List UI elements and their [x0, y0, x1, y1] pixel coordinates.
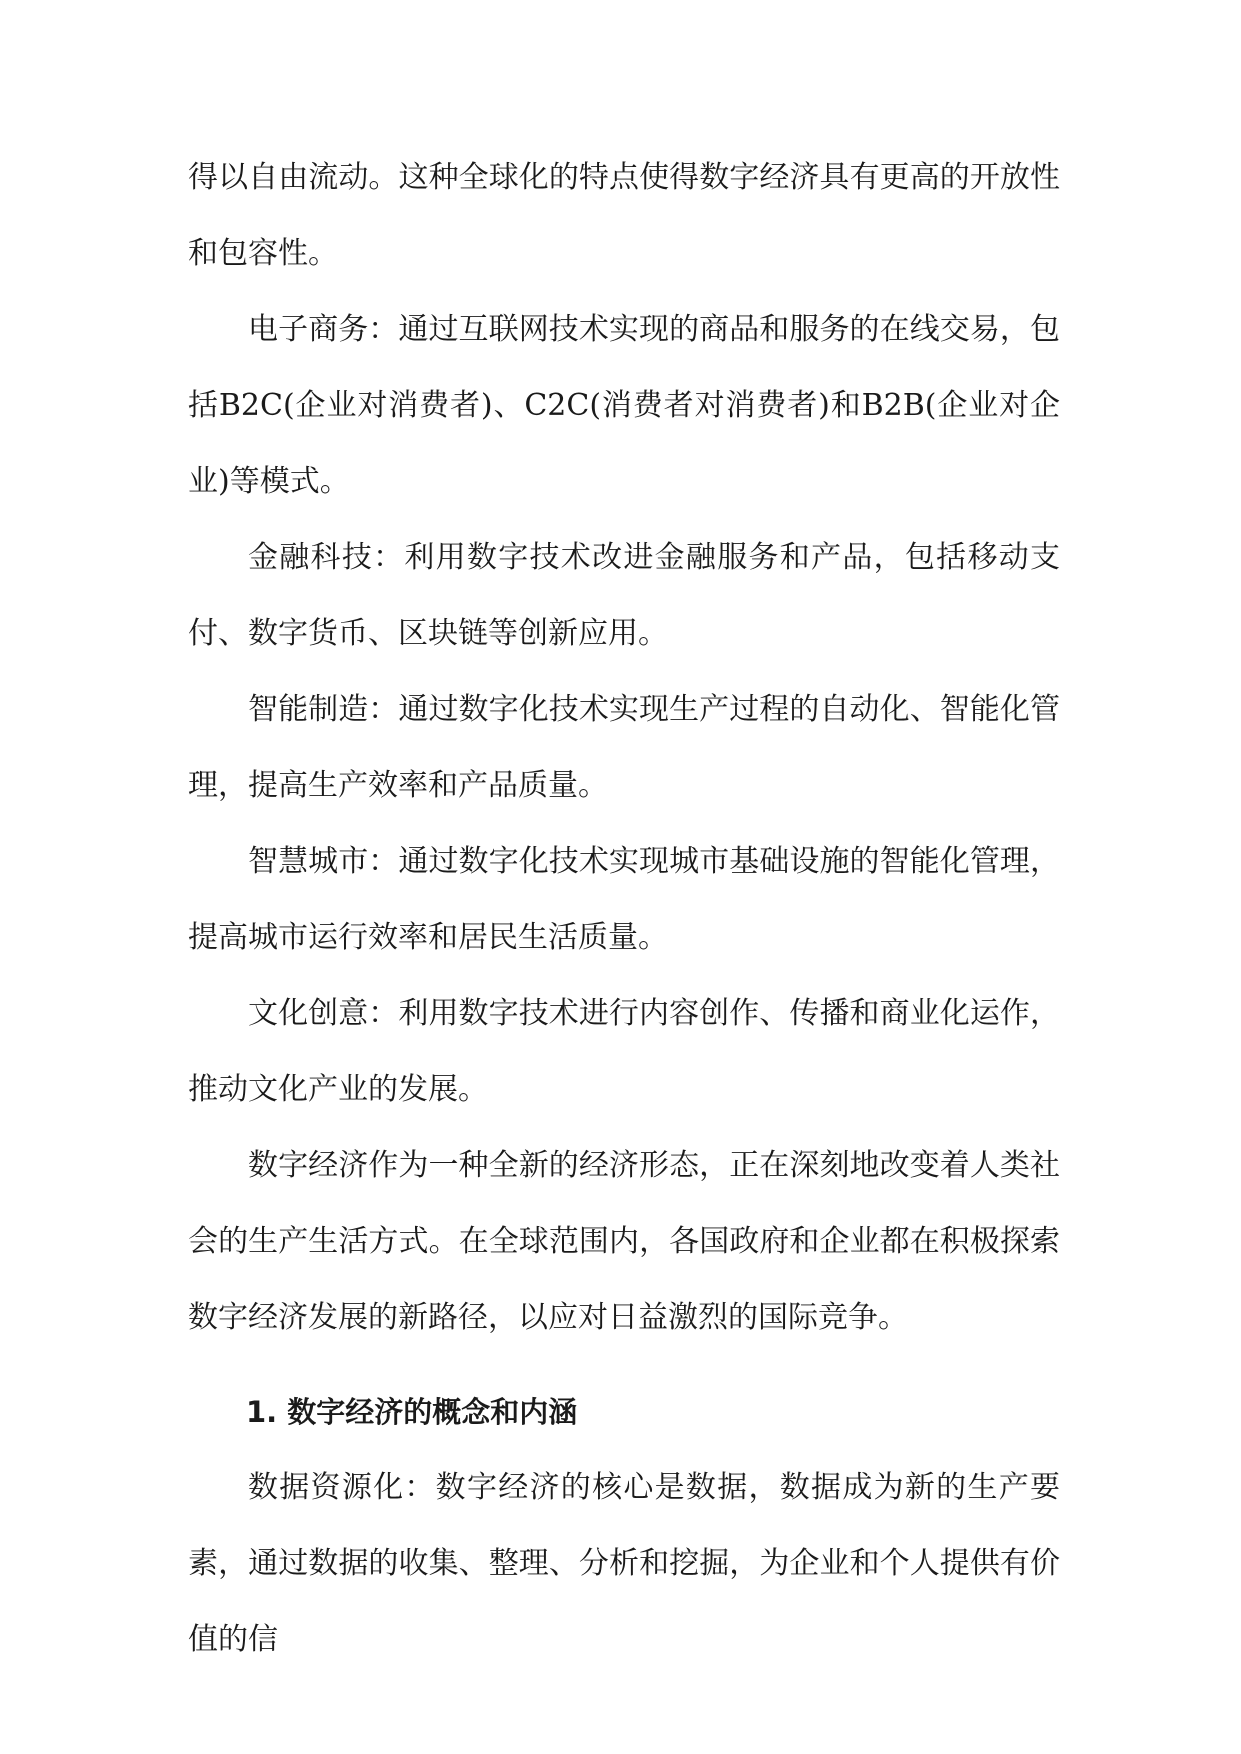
paragraph-continuation: 得以自由流动。这种全球化的特点使得数字经济具有更高的开放性和包容性。 — [188, 160, 1060, 271]
paragraph-smart-city: 智慧城市：通过数字化技术实现城市基础设施的智能化管理，提高城市运行效率和居民生活质量。 — [188, 844, 1060, 955]
section-heading: 1. 数字经济的概念和内涵 — [246, 1395, 578, 1429]
paragraph-smart-manufacturing: 智能制造：通过数字化技术实现生产过程的自动化、智能化管理，提高生产效率和产品质量。 — [188, 692, 1060, 803]
paragraph-data-resources: 数据资源化：数字经济的核心是数据，数据成为新的生产要素，通过数据的收集、整理、分析和挖掘，为企业和个人提供有价值的信 — [188, 1470, 1060, 1657]
document-body — [188, 140, 1060, 1678]
paragraph-summary: 数字经济作为一种全新的经济形态，正在深刻地改变着人类社会的生产生活方式。在全球范围内，各国政府和企业都在积极探索数字经济发展的新路径，以应对日益激烈的国际竞争。 — [188, 1148, 1060, 1335]
paragraph-e-commerce: 电子商务：通过互联网技术实现的商品和服务的在线交易，包括B2C(企业对消费者)、C2C(消费者对消费者)和B2B(企业对企业)等模式。 — [188, 312, 1060, 499]
paragraph-fintech: 金融科技：利用数字技术改进金融服务和产品，包括移动支付、数字货币、区块链等创新应用。 — [188, 540, 1060, 651]
paragraph-cultural-creativity: 文化创意：利用数字技术进行内容创作、传播和商业化运作，推动文化产业的发展。 — [188, 996, 1060, 1107]
